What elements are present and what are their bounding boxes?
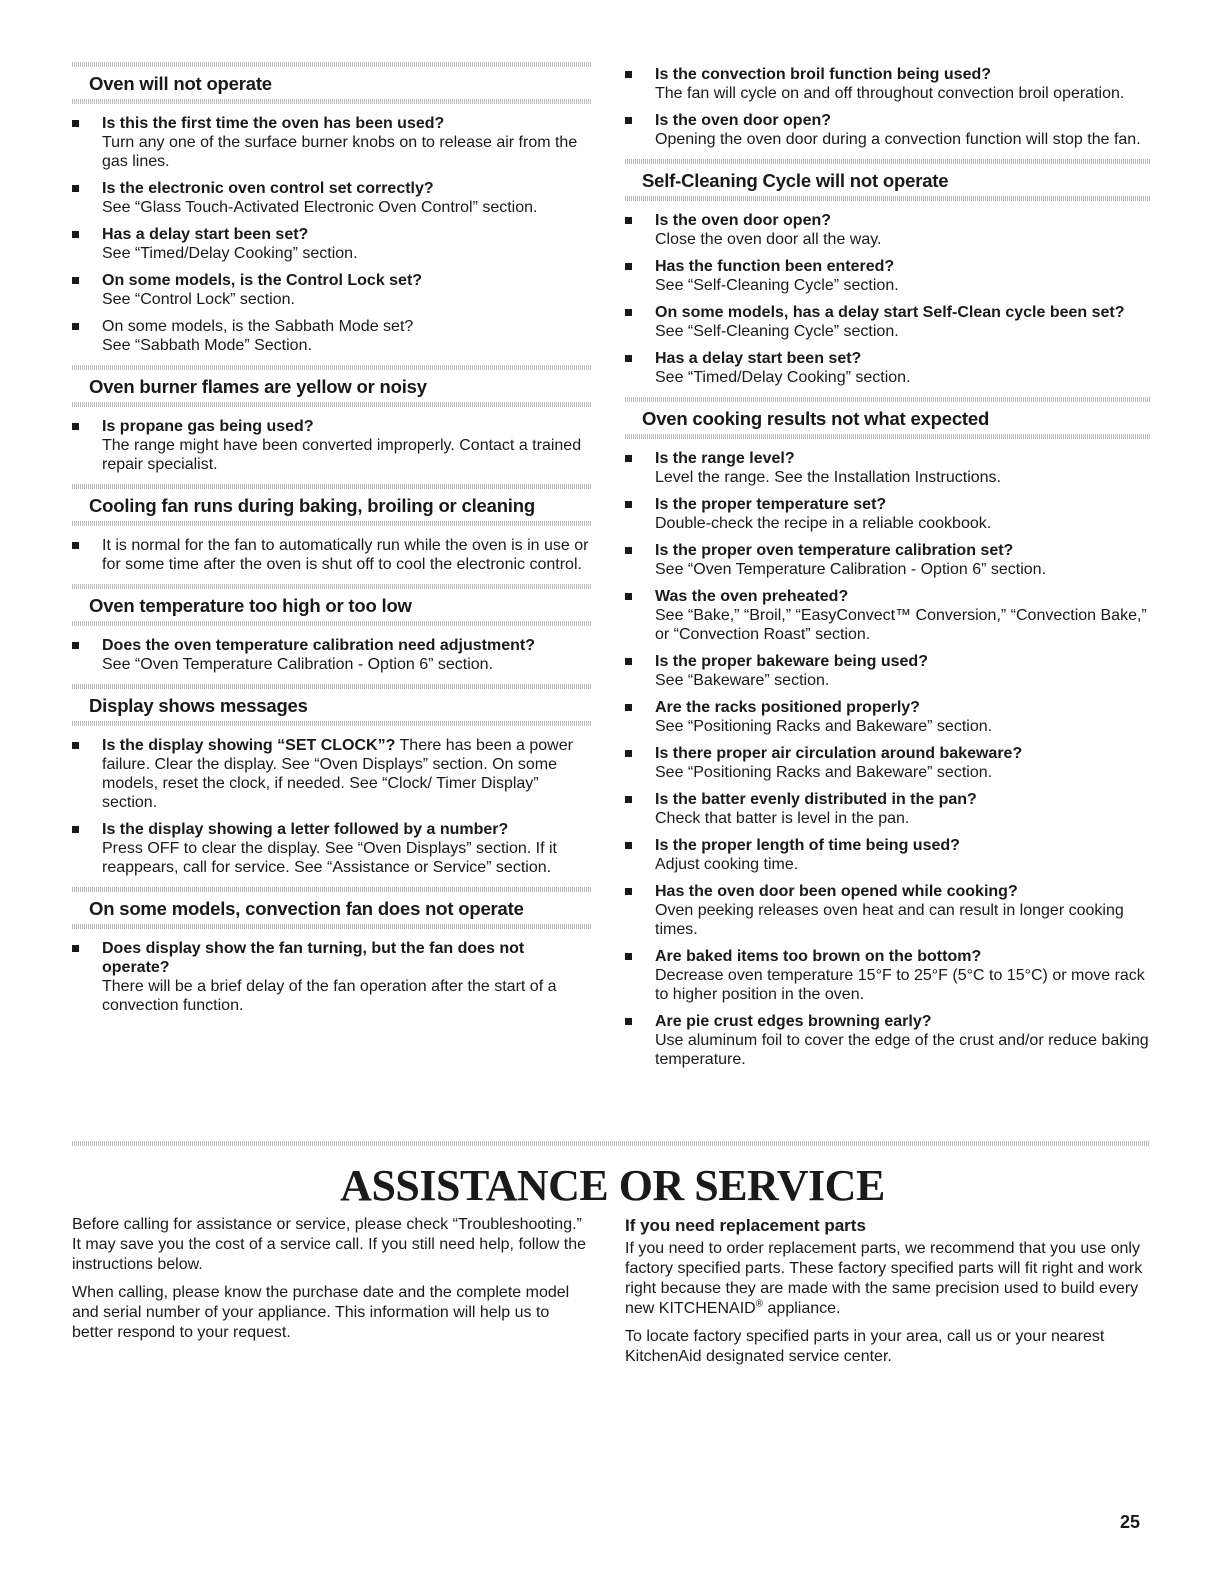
troubleshooting-section: [72, 684, 592, 887]
answer: Oven peeking releases oven heat and can result in longer cooking times.: [655, 902, 1124, 938]
question: Is this the first time the oven has been used?: [102, 115, 445, 132]
bullet-icon: [72, 231, 79, 238]
assistance-title: ASSISTANCE OR SERVICE: [340, 1161, 885, 1210]
section-divider: [72, 1141, 1150, 1146]
qa-item: [72, 536, 592, 574]
qa-item: [72, 225, 592, 263]
bullet-icon: [72, 742, 79, 749]
qa-list: [72, 726, 592, 887]
question: Is the range level?: [655, 450, 795, 467]
question: Does the oven temperature calibration need adjustment?: [102, 637, 535, 654]
qa-item: [72, 417, 592, 474]
section-heading: Oven will not operate: [89, 73, 272, 94]
question: Has a delay start been set?: [655, 350, 862, 367]
answer: See “Timed/Delay Cooking” section.: [655, 369, 911, 386]
bullet-icon: [625, 658, 632, 665]
qa-item: [625, 211, 1150, 249]
question: Has a delay start been set?: [102, 226, 309, 243]
answer: See “Self-Cleaning Cycle” section.: [655, 323, 899, 340]
qa-item: [625, 541, 1150, 579]
troubleshooting-left-column: [72, 62, 592, 1025]
question: Is the oven door open?: [655, 112, 832, 129]
answer: See “Bakeware” section.: [655, 672, 830, 689]
bullet-icon: [625, 217, 632, 224]
section-heading: Oven temperature too high or too low: [89, 595, 412, 616]
question: On some models, is the Control Lock set?: [102, 272, 423, 289]
replacement-parts-text: If you need to order replacement parts, we recommend that you use only factory specified parts. These factory specified parts will fit right and work right because they are made with the same precision used to build every new KITCHENAID: [625, 1240, 1143, 1317]
page-number: 25: [1119, 1512, 1140, 1532]
troubleshooting-right-column: [625, 62, 1150, 1079]
section-heading: On some models, convection fan does not operate: [89, 898, 524, 919]
question: Are baked items too brown on the bottom?: [655, 948, 982, 965]
bullet-icon: [625, 796, 632, 803]
bullet-icon: [72, 323, 79, 330]
answer: It is normal for the fan to automatically run while the oven is in use or for some time after the oven is shut off to cool the electronic control.: [102, 537, 589, 573]
answer: The range might have been converted improperly. Contact a trained repair specialist.: [102, 437, 582, 473]
bullet-icon: [625, 953, 632, 960]
qa-item: [625, 836, 1150, 874]
question: Are pie crust edges browning early?: [655, 1013, 932, 1030]
assistance-paragraph: When calling, please know the purchase date and the complete model and serial number of your appliance. This information will help us to better respond to your request.: [72, 1284, 570, 1341]
bullet-icon: [72, 423, 79, 430]
qa-item: [625, 652, 1150, 690]
qa-list: [625, 201, 1150, 397]
answer: See “Control Lock” section.: [102, 291, 295, 308]
question: Is propane gas being used?: [102, 418, 314, 435]
qa-item: [625, 587, 1150, 644]
answer: Check that batter is level in the pan.: [655, 810, 910, 827]
replacement-parts: [625, 1215, 1150, 1375]
answer: See “Self-Cleaning Cycle” section.: [655, 277, 899, 294]
answer: Use aluminum foil to cover the edge of the crust and/or reduce baking temperature.: [655, 1032, 1149, 1068]
section-heading: Oven cooking results not what expected: [642, 408, 990, 429]
troubleshooting-section: [625, 159, 1150, 397]
troubleshooting-section: [72, 484, 592, 584]
answer: Opening the oven door during a convection function will stop the fan.: [655, 131, 1141, 148]
registered-mark: ®: [755, 1298, 764, 1310]
assistance-intro: [72, 1215, 587, 1351]
qa-item: [625, 349, 1150, 387]
answer: See “Sabbath Mode” Section.: [102, 337, 312, 354]
qa-item: [625, 449, 1150, 487]
question: Is the proper temperature set?: [655, 496, 887, 513]
bullet-icon: [625, 501, 632, 508]
bullet-icon: [625, 888, 632, 895]
qa-list: [72, 104, 592, 365]
bullet-icon: [625, 547, 632, 554]
question: Is the batter evenly distributed in the pan?: [655, 791, 977, 808]
bullet-icon: [72, 120, 79, 127]
qa-item: [625, 111, 1150, 149]
qa-list: [625, 65, 1150, 159]
qa-item: [72, 736, 592, 812]
troubleshooting-section: [72, 887, 592, 1025]
question: Has the oven door been opened while cooking?: [655, 883, 1018, 900]
troubleshooting-section: [72, 62, 592, 365]
bullet-icon: [625, 263, 632, 270]
question: Is the display showing “SET CLOCK”?: [102, 737, 396, 754]
bullet-icon: [72, 185, 79, 192]
question: Is there proper air circulation around bakeware?: [655, 745, 1023, 762]
assistance-paragraph: Before calling for assistance or service, please check “Troubleshooting.” It may save you the cost of a service call. If you still need help, follow the instructions below.: [72, 1216, 587, 1273]
answer: See “Timed/Delay Cooking” section.: [102, 245, 358, 262]
bullet-icon: [625, 117, 632, 124]
qa-item: [72, 114, 592, 171]
qa-item: [72, 820, 592, 877]
bullet-icon: [72, 945, 79, 952]
replacement-parts-paragraph: To locate factory specified parts in your area, call us or your nearest KitchenAid designated service center.: [625, 1328, 1105, 1365]
qa-item: [72, 271, 592, 309]
qa-item: [625, 303, 1150, 341]
question: Is the electronic oven control set correctly?: [102, 180, 434, 197]
section-heading: Cooling fan runs during baking, broiling or cleaning: [89, 495, 535, 516]
qa-item: [625, 790, 1150, 828]
question: Is the proper oven temperature calibration set?: [655, 542, 1014, 559]
answer: Close the oven door all the way.: [655, 231, 882, 248]
answer: Decrease oven temperature 15°F to 25°F (5°C to 15°C) or move rack to higher position in the oven.: [655, 967, 1145, 1003]
bullet-icon: [625, 1018, 632, 1025]
qa-list: [72, 929, 592, 1025]
bullet-icon: [72, 277, 79, 284]
replacement-parts-heading: If you need replacement parts: [625, 1216, 866, 1235]
answer: Press OFF to clear the display. See “Oven Displays” section. If it reappears, call for service. See “Assistance or Service” section.: [102, 840, 557, 876]
question: Is the proper bakeware being used?: [655, 653, 928, 670]
answer: Adjust cooking time.: [655, 856, 799, 873]
answer: See “Bake,” “Broil,” “EasyConvect™ Conversion,” “Convection Bake,” or “Convection Roast” section.: [655, 607, 1147, 643]
bullet-icon: [625, 750, 632, 757]
question: Was the oven preheated?: [655, 588, 849, 605]
question: Are the racks positioned properly?: [655, 699, 920, 716]
qa-item: [625, 495, 1150, 533]
bullet-icon: [72, 826, 79, 833]
answer: Double-check the recipe in a reliable cookbook.: [655, 515, 992, 532]
question: Does display show the fan turning, but the fan does not operate?: [102, 940, 525, 976]
answer: See “Glass Touch-Activated Electronic Oven Control” section.: [102, 199, 538, 216]
qa-item: [625, 257, 1150, 295]
troubleshooting-section: [72, 365, 592, 484]
answer: There has been a power failure. Clear the display. See “Oven Displays” section. On some models, reset the clock, if needed. See “Clock/ Timer Display” section.: [102, 737, 573, 811]
answer: See “Oven Temperature Calibration - Option 6” section.: [102, 656, 494, 673]
qa-item: [72, 317, 592, 355]
bullet-icon: [625, 355, 632, 362]
continued-items: [625, 65, 1150, 159]
bullet-icon: [625, 842, 632, 849]
bullet-icon: [625, 704, 632, 711]
qa-item: [625, 698, 1150, 736]
qa-item: [72, 939, 592, 1015]
section-heading: Display shows messages: [89, 695, 308, 716]
replacement-parts-text-end: appliance.: [763, 1300, 841, 1317]
qa-item: [625, 1012, 1150, 1069]
replacement-parts-paragraph: [625, 1239, 1150, 1319]
question: Is the display showing a letter followed by a number?: [102, 821, 509, 838]
section-heading: Oven burner flames are yellow or noisy: [89, 376, 427, 397]
qa-item: [625, 882, 1150, 939]
troubleshooting-section: [72, 584, 592, 684]
qa-list: [72, 407, 592, 484]
answer: See “Positioning Racks and Bakeware” section.: [655, 718, 993, 735]
qa-item: [72, 636, 592, 674]
question: Is the oven door open?: [655, 212, 832, 229]
answer: The fan will cycle on and off throughout convection broil operation.: [655, 85, 1125, 102]
section-heading: Self-Cleaning Cycle will not operate: [642, 170, 949, 191]
answer: Turn any one of the surface burner knobs on to release air from the gas lines.: [102, 134, 578, 170]
question: On some models, has a delay start Self-Clean cycle been set?: [655, 304, 1125, 321]
qa-item: [625, 744, 1150, 782]
qa-list: [625, 439, 1150, 1079]
qa-item: [625, 947, 1150, 1004]
answer: See “Positioning Racks and Bakeware” section.: [655, 764, 993, 781]
answer: See “Oven Temperature Calibration - Option 6” section.: [655, 561, 1047, 578]
question: On some models, is the Sabbath Mode set?: [102, 318, 414, 335]
question: Has the function been entered?: [655, 258, 895, 275]
qa-item: [72, 179, 592, 217]
question: Is the proper length of time being used?: [655, 837, 960, 854]
bullet-icon: [625, 309, 632, 316]
bullet-icon: [625, 455, 632, 462]
answer: Level the range. See the Installation Instructions.: [655, 469, 1001, 486]
bullet-icon: [625, 593, 632, 600]
question: Is the convection broil function being used?: [655, 66, 992, 83]
bullet-icon: [72, 542, 79, 549]
bullet-icon: [625, 71, 632, 78]
qa-list: [72, 626, 592, 684]
qa-list: [72, 526, 592, 584]
troubleshooting-section: [625, 397, 1150, 1079]
bullet-icon: [72, 642, 79, 649]
answer: There will be a brief delay of the fan operation after the start of a convection function.: [102, 978, 557, 1014]
qa-item: [625, 65, 1150, 103]
